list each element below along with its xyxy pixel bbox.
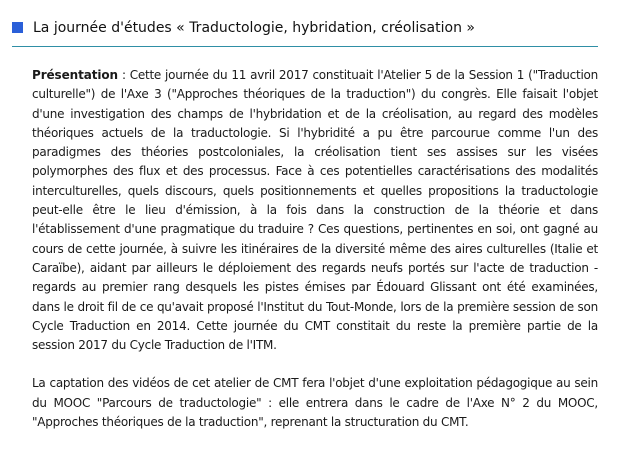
- presentation-paragraph: [32, 66, 598, 355]
- presentation-label: Présentation: [32, 68, 118, 82]
- section-header: [12, 16, 598, 47]
- page-title: La journée d'études « Traductologie, hybridation, créolisation »: [33, 20, 475, 36]
- mooc-paragraph: La captation des vidéos de cet atelier de CMT fera l'objet d'une exploitation pédagogique au sein du MOOC "Parcours de traductologie" : elle entrera dans le cadre de l'Axe N° 2 du MOOC, "Approches théoriques de la traduction", reprenant la structuration du CMT.: [32, 376, 598, 430]
- presentation-text: : Cette journée du 11 avril 2017 constituait l'Atelier 5 de la Session 1 ("Traduction culturelle") de l'Axe 3 ("Approches théoriques de la traduction") du congrès. Elle faisait l'objet d'une investigation des champs de l'hybridation et de la créolisation, au regard des modèles théoriques actuels de la traductologie. Si l'hybridité a pu être parcourue comme l'un des paradigmes des théories postcoloniales, la créolisation tient ses assises sur les visées polymorphes des flux et des processus. Face à ces potentielles caractérisations des modalités interculturelles, quels discours, quels positionnements et quelles propositions la traductologie peut-elle être le lieu d'émission, à la fois dans la construction de la théorie et dans l'établissement d'une pragmatique du traduire ? Ces questions, pertinentes en soi, ont gagné au cours de cette journée, à suivre les itinéraires de la diversité même des aires culturelles (Italie et Caraïbe), aidant par ailleurs le déploiement des regards neufs portés sur l'acte de traduction - regards au premier rang desquels les pistes émises par Édouard Glissant ont été examinées, dans le droit fil de ce qu'avait proposé l'Institut du Tout-Monde, lors de la première session de son Cycle Traduction en 2014. Cette journée du CMT constitait du reste la première partie de la session 2017 du Cycle Traduction de l'ITM.: [32, 68, 598, 353]
- article-body: [32, 66, 598, 432]
- square-bullet-icon: [12, 22, 23, 33]
